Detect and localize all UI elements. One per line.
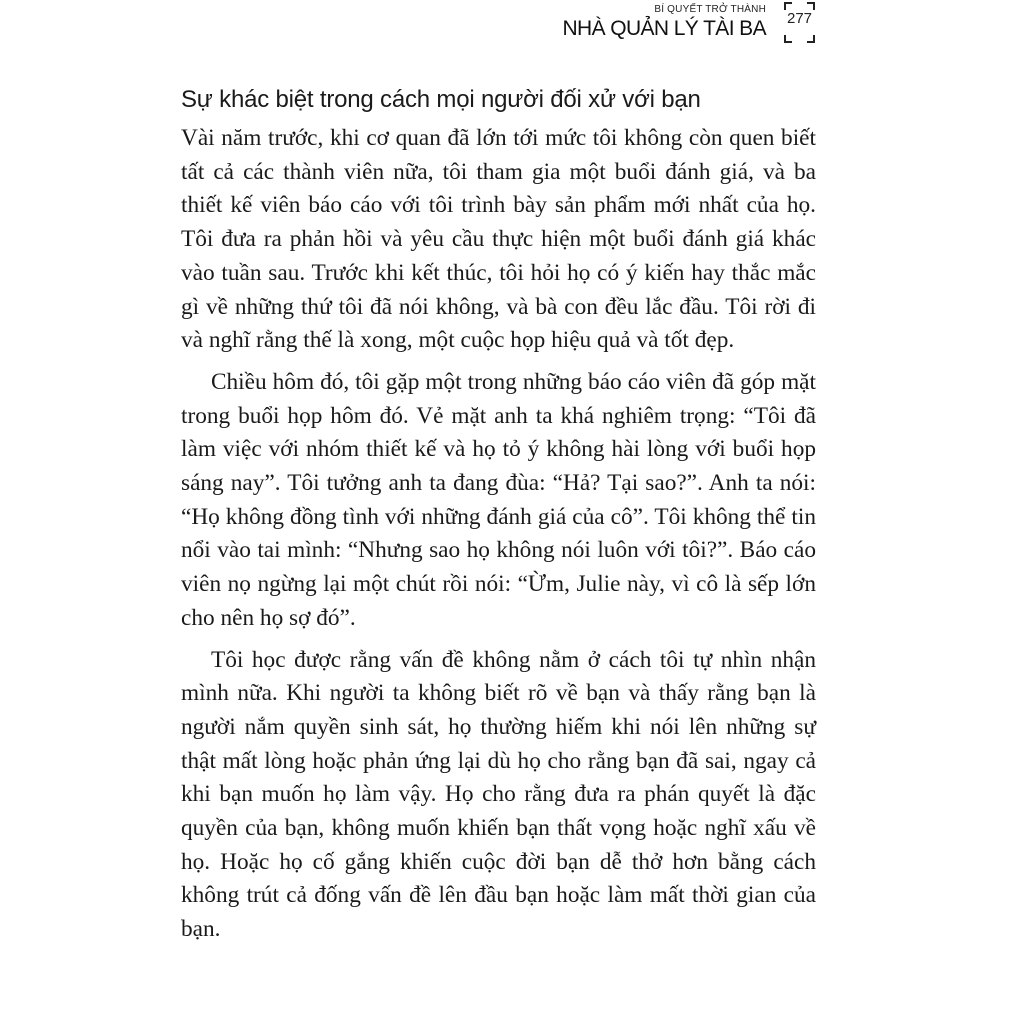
paragraph: Vài năm trước, khi cơ quan đã lớn tới mức tôi không còn quen biết tất cả các thành viên nữa, tôi tham gia một buổi đánh giá, và ba thiết kế viên báo cáo với tôi trình bày sản phẩm mới nhất của họ. Tôi đưa ra phản hồi và yêu cầu thực hiện một buổi đánh giá khác vào tuần sau. Trước khi kết thúc, tôi hỏi họ có ý kiến hay thắc mắc gì về những thứ tôi đã nói không, và bà con đều lắc đầu. Tôi rời đi và nghĩ rằng thế là xong, một cuộc họp hiệu quả và tốt đẹp.: [181, 125, 816, 354]
frame-corner-top-left: [784, 2, 792, 10]
paragraph: Chiều hôm đó, tôi gặp một trong những báo cáo viên đã góp mặt trong buổi họp hôm đó. Vẻ mặt anh ta khá nghiêm trọng: “Tôi đã làm việc với nhóm thiết kế và họ tỏ ý không hài lòng với buổi họp sáng nay”. Tôi tưởng anh ta đang đùa: “Hả? Tại sao?”. Anh ta nói: “Họ không đồng tình với những đánh giá của cô”. Tôi không thể tin nổi vào tai mình: “Nhưng sao họ không nói luôn với tôi?”. Báo cáo viên nọ ngừng lại một chút rồi nói: “Ừm, Julie này, vì cô là sếp lớn cho nên họ sợ đó”.: [181, 368, 816, 631]
paragraph: Tôi học được rằng vấn đề không nằm ở cách tôi tự nhìn nhận mình nữa. Khi người ta không biết rõ về bạn và thấy rằng bạn là người nắm quyền sinh sát, họ thường hiếm khi nói lên những sự thật mất lòng hoặc phản ứng lại dù họ cho rằng bạn đã sai, ngay cả khi bạn muốn họ làm vậy. Họ cho rằng đưa ra phán quyết là đặc quyền của bạn, không muốn khiến bạn thất vọng hoặc nghĩ xấu về họ. Hoặc họ cố gắng khiến cuộc đời bạn dễ thở hơn bằng cách không trút cả đống vấn đề lên đầu bạn hoặc làm mất thời gian của bạn.: [181, 646, 816, 943]
page-body: [181, 84, 816, 947]
page-number-frame: [784, 2, 815, 43]
page-number: 277: [786, 10, 813, 27]
running-header-title: NHÀ QUẢN LÝ TÀI BA: [562, 17, 766, 40]
frame-corner-bottom-left: [784, 35, 792, 43]
section-heading: Sự khác biệt trong cách mọi người đối xử với bạn: [181, 86, 701, 113]
running-header: [562, 0, 766, 42]
frame-corner-top-right: [807, 2, 815, 10]
running-header-kicker: BÍ QUYẾT TRỞ THÀNH: [654, 4, 766, 15]
frame-corner-bottom-right: [807, 35, 815, 43]
